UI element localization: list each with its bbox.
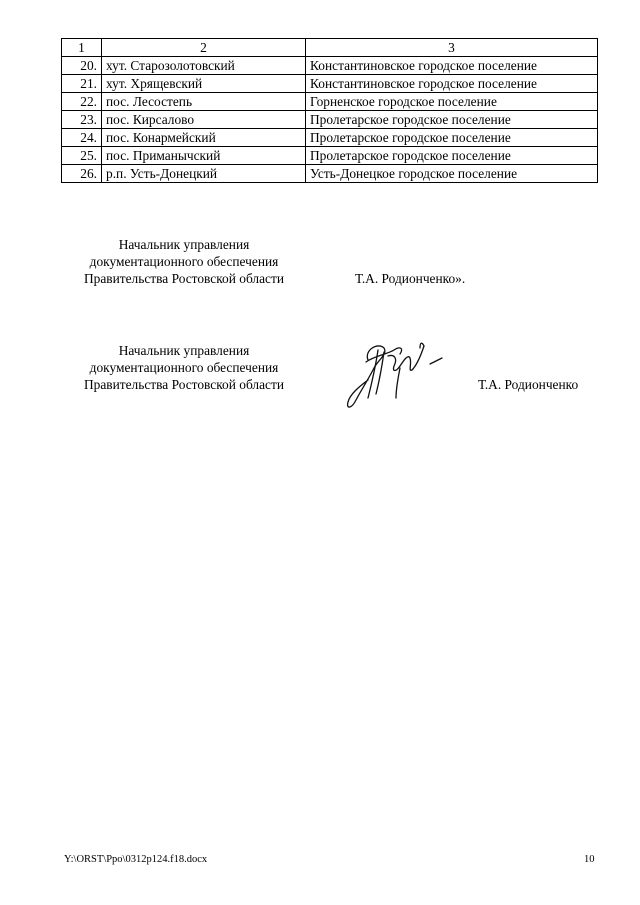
settlement-name: пос. Кирсалово — [102, 111, 306, 129]
municipality-name: Пролетарское городское поселение — [306, 147, 598, 165]
row-number: 21. — [62, 75, 102, 93]
footer-file-path: Y:\ORST\Ppo\0312p124.f18.docx — [64, 854, 208, 865]
table-row — [62, 165, 598, 183]
signatory-title-line: Правительства Ростовской области — [83, 271, 285, 286]
signatory-name-1: Т.А. Родионченко». — [355, 271, 466, 286]
row-number: 24. — [62, 129, 102, 147]
table-row — [62, 75, 598, 93]
row-number: 23. — [62, 111, 102, 129]
table-row — [62, 93, 598, 111]
signatory-title-2 — [64, 342, 304, 393]
settlement-name: р.п. Усть-Донецкий — [102, 165, 306, 183]
municipality-name: Усть-Донецкое городское поселение — [306, 165, 598, 183]
column-header-3: 3 — [306, 39, 598, 57]
municipality-name: Константиновское городское поселение — [306, 57, 598, 75]
signatory-title-line: Правительства Ростовской области — [83, 377, 285, 392]
signatory-title-line: Начальник управления — [118, 237, 250, 252]
table-row — [62, 147, 598, 165]
row-number: 20. — [62, 57, 102, 75]
settlement-name: пос. Приманычский — [102, 147, 306, 165]
settlement-name: пос. Конармейский — [102, 129, 306, 147]
page-number: 10 — [584, 854, 595, 865]
row-number: 22. — [62, 93, 102, 111]
municipality-name: Константиновское городское поселение — [306, 75, 598, 93]
table-row — [62, 111, 598, 129]
settlements-table — [61, 38, 598, 183]
municipality-name: Пролетарское городское поселение — [306, 111, 598, 129]
signatory-title-line: документационного обеспечения — [89, 360, 279, 375]
column-header-2: 2 — [102, 39, 306, 57]
settlement-name: хут. Хрящевский — [102, 75, 306, 93]
settlement-name: хут. Старозолотовский — [102, 57, 306, 75]
settlement-name: пос. Лесостепь — [102, 93, 306, 111]
signatory-name-2: Т.А. Родионченко — [478, 377, 579, 392]
municipality-name: Пролетарское городское поселение — [306, 129, 598, 147]
signatory-title-1 — [64, 236, 304, 287]
signatory-title-line: Начальник управления — [118, 343, 250, 358]
handwritten-signature — [338, 338, 450, 412]
table-row — [62, 129, 598, 147]
table-header-row — [62, 39, 598, 57]
row-number: 26. — [62, 165, 102, 183]
signatory-title-line: документационного обеспечения — [89, 254, 279, 269]
row-number: 25. — [62, 147, 102, 165]
table-row — [62, 57, 598, 75]
municipality-name: Горненское городское поселение — [306, 93, 598, 111]
column-header-1: 1 — [62, 39, 102, 57]
